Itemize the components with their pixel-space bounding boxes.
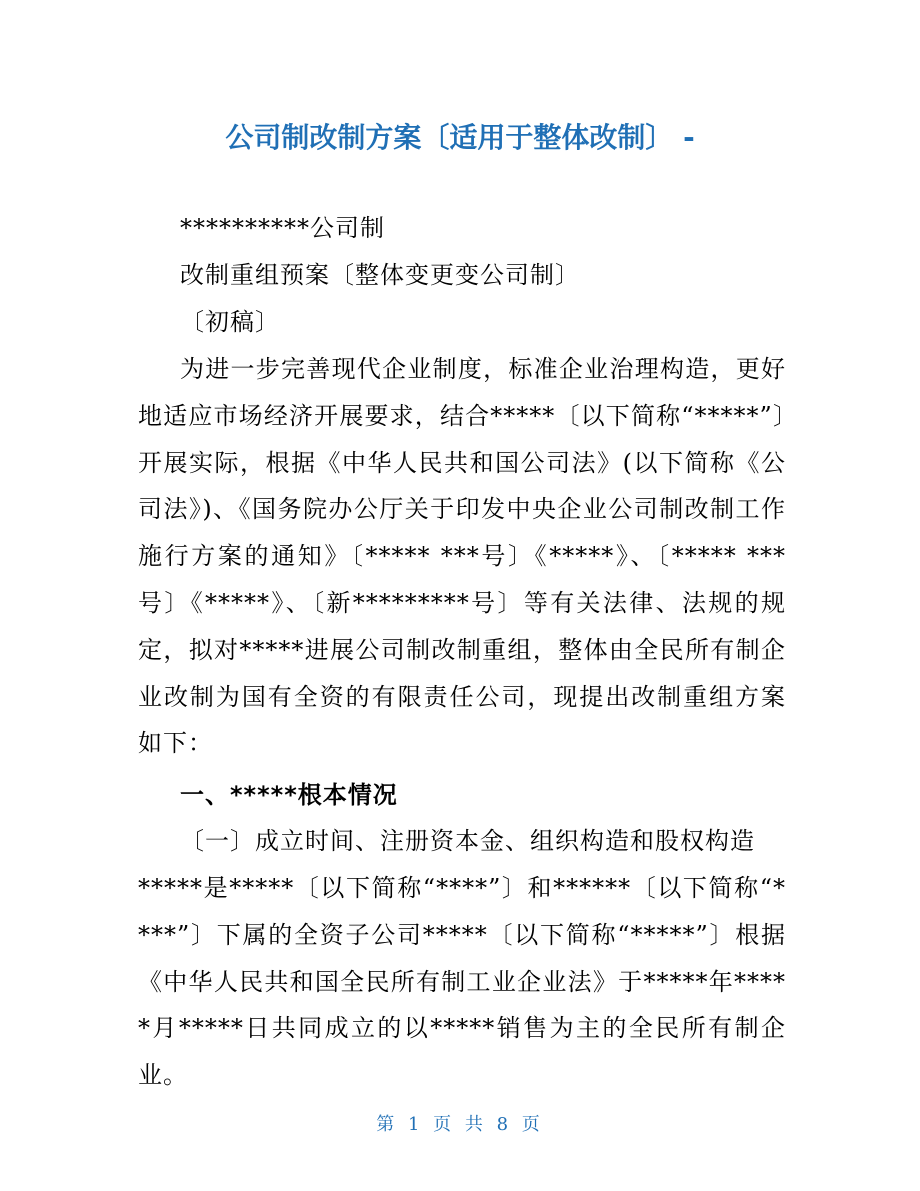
document-title: 公司制改制方案〔适用于整体改制〕 -: [225, 121, 695, 154]
section-heading-basic-info: 一、*****根本情况: [180, 781, 398, 809]
subsection-heading-establishment: 〔一〕成立时间、注册资本金、组织构造和股权构造: [180, 827, 755, 855]
intro-paragraph: 为进一步完善现代企业制度，标准企业治理构造，更好地适应市场经济开展要求，结合*****〔以下简称“*****”〕开展实际，根据《中华人民共和国公司法》(以下简称《公司法》)、《国务院办公厅关于印发中央企业公司制改制工作施行方案的通知》〔***** ***号〕《*****》、〔***** ***号〕《*****》、〔新*********号〕等有关法律、法规的规定，拟对*****进展公司制改制重组，整体由全民所有制企业改制为国有全资的有限责任公司，现提出改制重组方案如下：: [138, 355, 786, 758]
plan-subtitle-line: 改制重组预案〔整体变更变公司制〕: [180, 261, 580, 289]
establishment-paragraph: *****是*****〔以下简称“****”〕和******〔以下简称“****”〕下属的全资子公司*****〔以下简称“*****”〕根据《中华人民共和国全民所有制工业企业法》于*****年*****月*****日共同成立的以*****销售为主的全民所有制企业。: [138, 874, 786, 1090]
page-number-footer: 第 1 页 共 8 页: [376, 1114, 544, 1135]
draft-label-line: 〔初稿〕: [180, 308, 280, 336]
company-name-line: **********公司制: [180, 214, 385, 242]
